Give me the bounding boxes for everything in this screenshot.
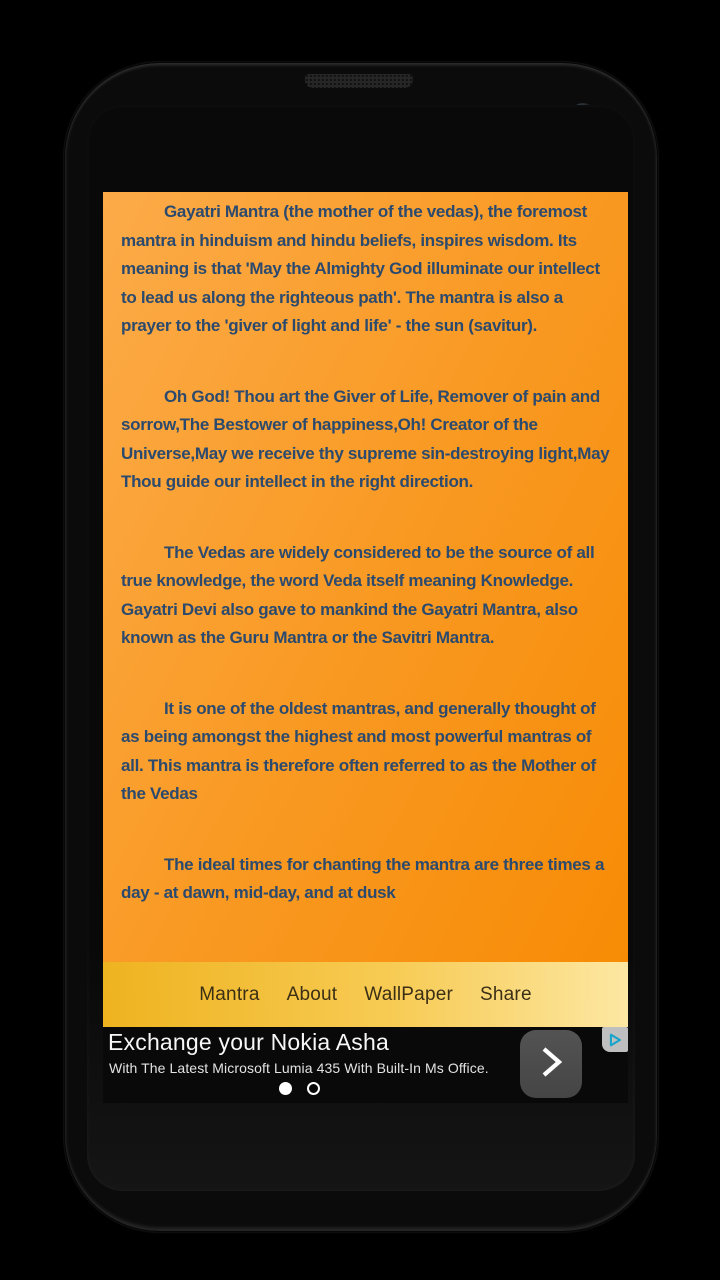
nav-item-share[interactable]: Share xyxy=(480,983,532,1005)
ad-banner[interactable] xyxy=(103,1027,628,1103)
paragraph: It is one of the oldest mantras, and generally thought of as being amongst the highest and most powerful mantras of all. This mantra is therefore often referred to as the Mother of the Vedas xyxy=(121,698,596,803)
carousel-dot-active[interactable] xyxy=(279,1082,292,1095)
bottom-nav xyxy=(103,962,628,1027)
carousel-dot-inactive[interactable] xyxy=(307,1082,320,1095)
paragraph-partially-hidden xyxy=(121,851,612,908)
chevron-right-icon xyxy=(536,1042,566,1087)
ad-cta-button[interactable] xyxy=(520,1030,582,1098)
paragraph-obscured-line: times a day - at dawn, mid-day, and at dusk xyxy=(121,854,605,902)
nav-item-mantra[interactable]: Mantra xyxy=(199,983,260,1005)
ad-body: With The Latest Microsoft Lumia 435 With Built-In Ms Office. xyxy=(109,1060,489,1076)
nav-item-about[interactable]: About xyxy=(286,983,338,1005)
nav-item-wallpaper[interactable]: WallPaper xyxy=(364,983,454,1005)
paragraph: The Vedas are widely considered to be the source of all true knowledge, the word Veda itself meaning Knowledge. Gayatri Devi also gave to mankind the Gayatri Mantra, also known as the Guru Mantra or the Savitri Mantra. xyxy=(121,542,595,647)
adchoices-icon[interactable] xyxy=(602,1027,628,1052)
app-screen xyxy=(103,192,628,1103)
ad-headline: Exchange your Nokia Asha xyxy=(108,1029,389,1055)
paragraph: Oh God! Thou art the Giver of Life, Remover of pain and sorrow,The Bestower of happiness,Oh! Creator of the Universe,May we receive thy supreme sin-destroying light,May Thou guide our intellect in the right direction. xyxy=(121,386,610,491)
paragraph-visible-line: The ideal times for chanting the mantra are three xyxy=(164,854,544,874)
paragraph: Gayatri Mantra (the mother of the vedas), the foremost mantra in hinduism and hindu beliefs, inspires wisdom. Its meaning is that 'May the Almighty God illuminate our intellect to lead us along the righteous path'. The mantra is also a prayer to the 'giver of light and life' - the sun (savitur). xyxy=(121,202,600,335)
speaker-grille-icon xyxy=(305,74,413,88)
mantra-text-area xyxy=(103,192,628,1027)
